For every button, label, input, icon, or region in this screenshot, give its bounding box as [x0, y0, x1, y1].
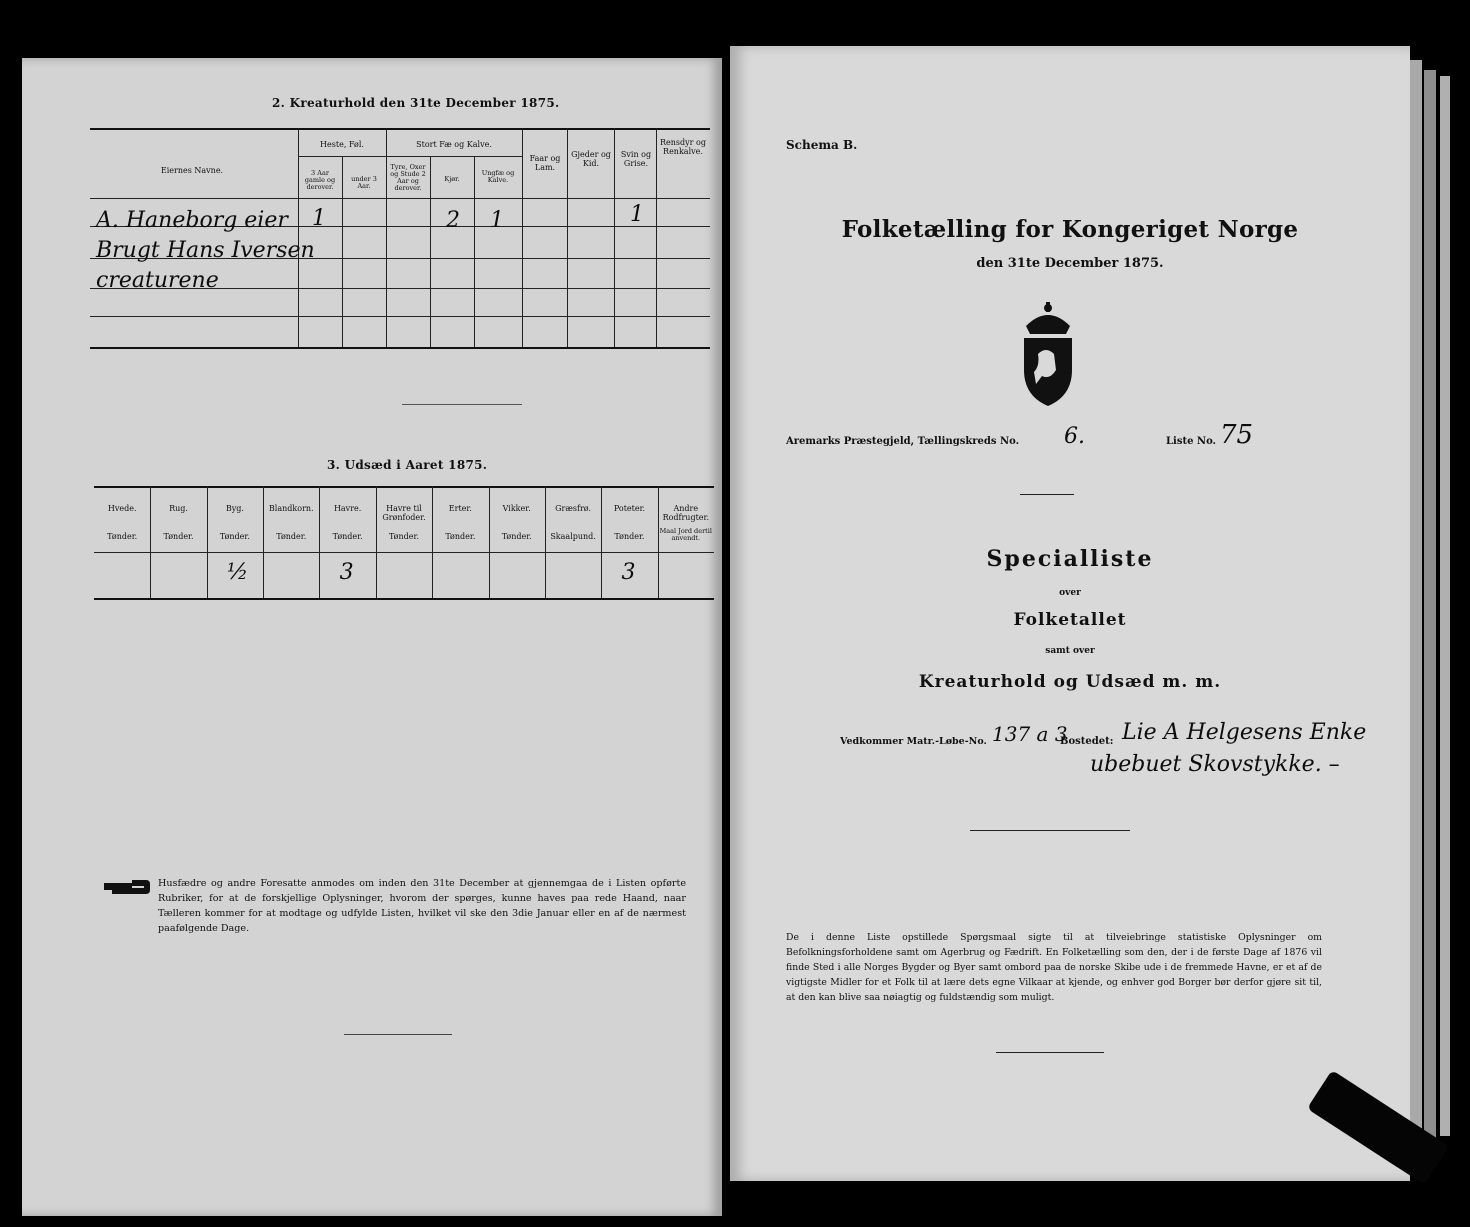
svin-header: Svin og Grise.: [620, 150, 652, 168]
liste-label: Liste No.: [1166, 436, 1217, 447]
table3-column-header: Havre.: [333, 504, 362, 513]
heste-3aar-header: 3 Aar gamle og derover.: [304, 169, 336, 191]
table3-col-rule: [545, 486, 546, 598]
liste-number: 75: [1220, 420, 1254, 450]
page-stack-edge: [1440, 76, 1450, 1136]
matr-label: Vedkommer Matr.-Løbe-No.: [840, 736, 987, 747]
page-stack-edge: [1408, 60, 1422, 1160]
table3-value: 3: [621, 560, 636, 585]
pointing-hand-icon: [102, 878, 152, 896]
table2-col-rule: [567, 128, 568, 347]
table3-unit-label: Tønder.: [501, 532, 532, 541]
tyre-header: Tyre, Oxer og Stude 2 Aar og derover.: [390, 163, 426, 192]
specialliste-title: Specialliste: [986, 546, 1154, 572]
table3-column-header: Blandkorn.: [268, 504, 314, 513]
footer-text: De i denne Liste opstillede Spørgsmaal sigte til at tilveiebringe statistiske Oplysninger om Befolkningsforholdene samt om Agerbrug og Fædrift. En Folketælling som den, der i de første Dage af 1876 vil finde Sted i alle Norges Bygder og Byer samt ombord paa de norske Skibe ude i de fremmede Havne, er et af de vigtigste Midler for et Folk til at lære dets egne Vilkaar at kjende, og enhver god Borger bør derfor gjøre sit til, at den kan blive saa nøiagtig og fuldstændig som muligt.: [786, 932, 1322, 1003]
table3-col-rule: [150, 486, 151, 598]
folketallet-label: Folketallet: [1013, 610, 1127, 630]
table3-col-rule: [601, 486, 602, 598]
table3-value: ½: [226, 560, 249, 585]
schema-label: Schema B.: [786, 138, 858, 152]
bottom-rule: [344, 1034, 452, 1035]
table3-unit-label: Tønder.: [107, 532, 138, 541]
bosted-line-1: Lie A Helgesens Enke: [1122, 720, 1367, 745]
table2-col-rule: [614, 128, 615, 347]
main-title: Folketælling for Kongeriget Norge: [841, 216, 1299, 243]
table3-col-rule: [658, 486, 659, 598]
table2-col-rule: [656, 128, 657, 347]
owner-name-line-2: Brugt Hans Iversen: [96, 238, 315, 263]
kjor-header: Kjør.: [444, 175, 460, 183]
table3-column-header: Vikker.: [502, 504, 531, 513]
heste-under3-header: under 3 Aar.: [351, 175, 377, 190]
table2-col-rule: [430, 156, 431, 347]
stort-fae-group-header: Stort Fæ og Kalve.: [416, 140, 492, 149]
separator-rule: [402, 404, 522, 405]
left-page: [22, 58, 722, 1216]
value-heste: 1: [312, 206, 326, 231]
samt-over-label: samt over: [1045, 646, 1095, 656]
table2-bottom-rule: [90, 347, 710, 349]
value-kjor: 2: [446, 208, 460, 233]
table2-col-rule: [386, 128, 387, 347]
value-ungfae: 1: [490, 208, 504, 233]
table3-top-rule: [94, 486, 714, 488]
page-stack-edge: [1424, 70, 1436, 1150]
rule-medium: [970, 830, 1130, 831]
section3-title: 3. Udsæd i Aaret 1875.: [327, 458, 488, 472]
table3-header-rule: [94, 552, 714, 553]
bosted-label: Bostedet:: [1060, 736, 1114, 747]
kreaturhold-label: Kreaturhold og Udsæd m. m.: [918, 672, 1222, 692]
rule-bottom: [996, 1052, 1104, 1053]
table3-unit-label: Maal Jord dertil anvendt.: [659, 527, 712, 542]
owner-name-line-3: creaturene: [96, 268, 219, 293]
owner-name-line-1: A. Haneborg eier: [96, 208, 288, 233]
table3-col-rule: [207, 486, 208, 598]
heste-group-header: Heste, Føl.: [320, 140, 364, 149]
norway-coat-of-arms-icon: [1016, 300, 1080, 410]
ungfae-header: Ungfæ og Kalve.: [481, 169, 515, 184]
parish-label: Aremarks Præstegjeld, Tællingskreds No.: [786, 436, 1020, 447]
table3-value: 3: [339, 560, 354, 585]
date-line: den 31te December 1875.: [976, 256, 1164, 271]
section2-title: 2. Kreaturhold den 31te December 1875.: [272, 96, 560, 110]
table3-unit-label: Tønder.: [163, 532, 194, 541]
matr-number: 137 a 3: [992, 722, 1068, 746]
table3-unit-label: Skaalpund.: [550, 532, 596, 541]
table3-column-header: Andre Rodfrugter.: [662, 504, 710, 522]
faar-header: Faar og Lam.: [529, 154, 561, 172]
table3-col-rule: [319, 486, 320, 598]
notice-text: Husfædre og andre Foresatte anmodes om inden den 31te December at gjennemgaa de i Listen opførte Rubriker, for at de forskjellige Oplysninger, hvorom der spørges, kunne haves paa rede Haand, naar Tælleren kommer for at modtage og udfylde Listen, hvilket vil ske den 3die Januar eller en af de nærmest paafølgende Dage.: [158, 878, 686, 934]
rensdyr-header: Rensdyr og Renkalve.: [660, 138, 706, 156]
gjeder-header: Gjeder og Kid.: [571, 150, 611, 168]
table3-column-header: Græsfrø.: [555, 504, 591, 513]
table2-top-rule: [90, 128, 710, 130]
table2-col-rule: [522, 128, 523, 347]
table3-unit-label: Tønder.: [388, 532, 419, 541]
table3-column-header: Erter.: [448, 504, 472, 513]
table3-col-rule: [432, 486, 433, 598]
right-page: [730, 46, 1410, 1181]
table3-column-header: Havre til Grønfoder.: [382, 504, 426, 522]
table3-col-rule: [376, 486, 377, 598]
table2-col-rule: [342, 156, 343, 347]
table3-unit-label: Tønder.: [276, 532, 307, 541]
table3-col-rule: [489, 486, 490, 598]
table3-unit-label: Tønder.: [614, 532, 645, 541]
owner-name-header: Eiernes Navne.: [160, 166, 224, 175]
table2-row-rule: [90, 316, 710, 317]
table2-col-rule: [474, 156, 475, 347]
kreds-number: 6.: [1064, 424, 1085, 449]
table3-column-header: Byg.: [225, 504, 244, 513]
table3-column-header: Rug.: [169, 504, 188, 513]
table3-bottom-rule: [94, 598, 714, 600]
over-label: over: [1059, 588, 1081, 598]
rule-short: [1020, 494, 1074, 495]
table3-column-header: Hvede.: [107, 504, 137, 513]
bosted-line-2: ubebuet Skovstykke. –: [1090, 752, 1340, 777]
table3-unit-label: Tønder.: [332, 532, 363, 541]
table3-unit-label: Tønder.: [445, 532, 476, 541]
table3-col-rule: [263, 486, 264, 598]
table3-unit-label: Tønder.: [219, 532, 250, 541]
value-svin: 1: [630, 202, 644, 227]
table2-header-rule: [90, 198, 710, 199]
table2-subheader-rule: [298, 156, 522, 157]
table3-column-header: Poteter.: [613, 504, 646, 513]
